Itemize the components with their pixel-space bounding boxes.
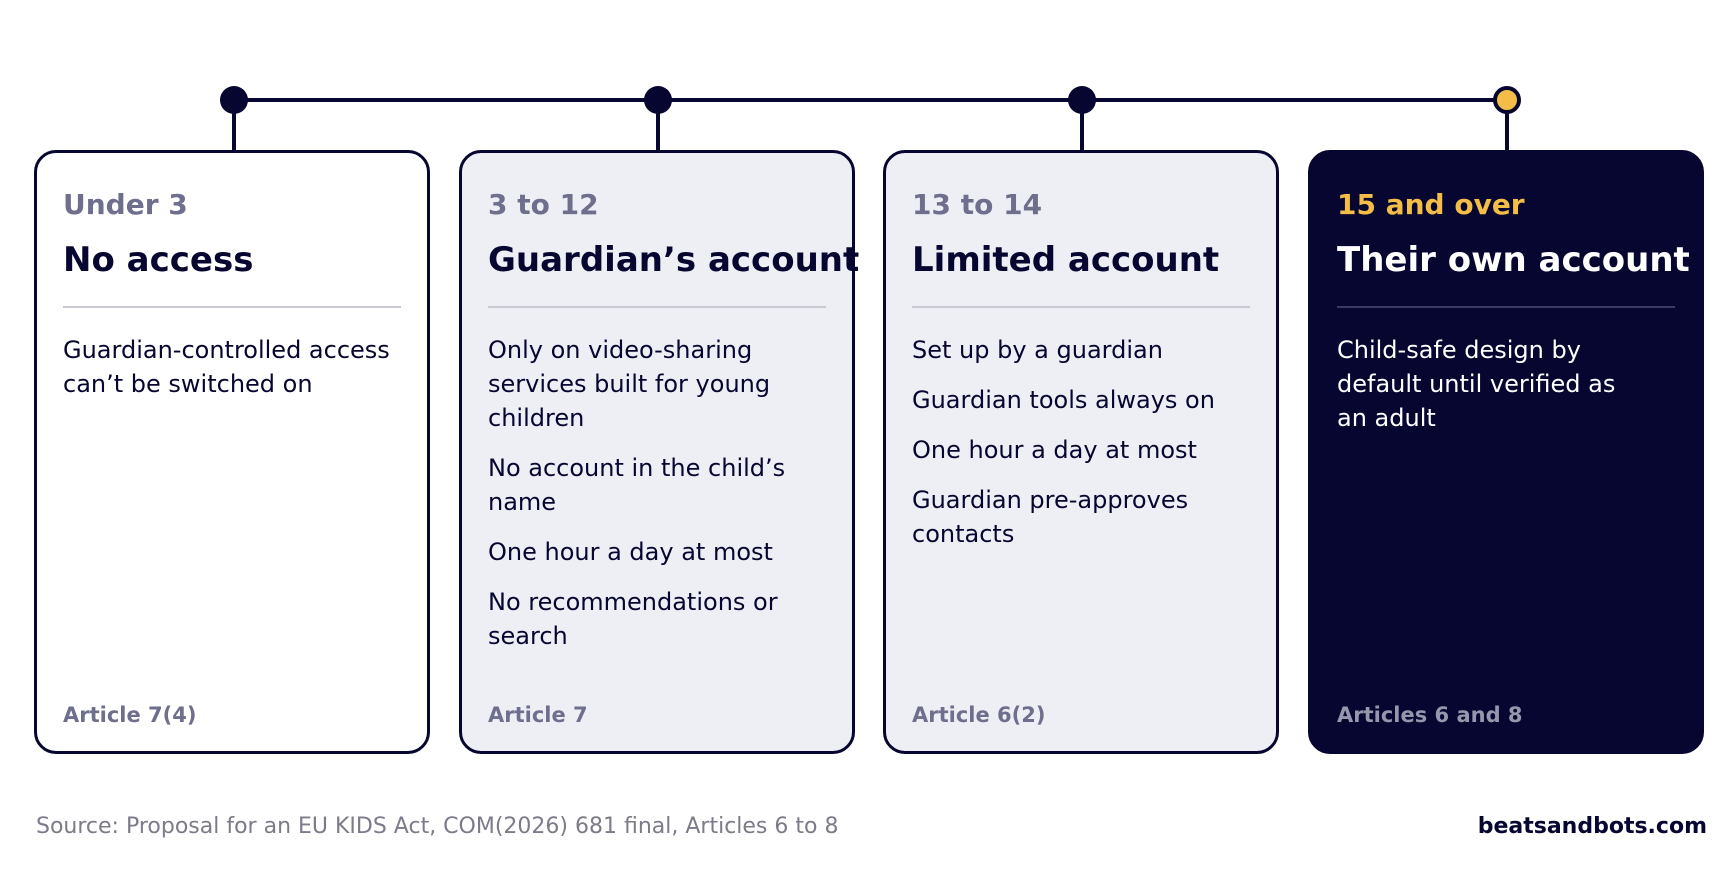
stage-card-13-to-14 — [883, 150, 1279, 754]
stage-rule-item: Guardian-controlled access can’t be switched on — [63, 336, 390, 398]
stage-age: 3 to 12 — [488, 188, 599, 221]
stage-rule-item: Child-safe design by default until verified as an adult — [1337, 336, 1616, 432]
timeline-node-2 — [644, 86, 672, 114]
divider — [488, 306, 826, 308]
timeline-node-1 — [220, 86, 248, 114]
stage-title: Their own account — [1337, 240, 1690, 280]
stage-title: Guardian’s account — [488, 240, 860, 280]
stage-rules-list — [1337, 333, 1675, 435]
stage-article-ref: Articles 6 and 8 — [1337, 703, 1523, 727]
stage-age: Under 3 — [63, 188, 188, 221]
stage-title: No access — [63, 240, 254, 280]
stage-rules-list — [488, 333, 826, 653]
stage-card-3-to-12 — [459, 150, 860, 754]
timeline-node-4-highlight — [1495, 88, 1519, 112]
age-timeline — [0, 0, 1732, 160]
stage-card-15-and-over — [1308, 150, 1704, 754]
stage-rules-list — [63, 333, 401, 401]
stage-age: 15 and over — [1337, 188, 1525, 221]
stage-rule-item: No recommendations or search — [488, 588, 778, 650]
stage-article-ref: Article 7 — [488, 703, 588, 727]
divider — [63, 306, 401, 308]
stage-article-ref: Article 6(2) — [912, 703, 1046, 727]
divider — [912, 306, 1250, 308]
stage-rule-item: Set up by a guardian — [912, 336, 1163, 364]
brand-credit: beatsandbots.com — [1477, 814, 1707, 839]
stage-article-ref: Article 7(4) — [63, 703, 197, 727]
divider — [1337, 306, 1675, 308]
stage-rule-item: One hour a day at most — [488, 538, 773, 566]
stage-rule-item: Guardian pre-approves contacts — [912, 486, 1189, 548]
stage-rule-item: Only on video-sharing services built for young children — [488, 336, 771, 432]
stage-age: 13 to 14 — [912, 188, 1043, 221]
stage-title: Limited account — [912, 240, 1220, 280]
stage-rule-item: Guardian tools always on — [912, 386, 1215, 414]
stage-rule-item: No account in the child’s name — [488, 454, 786, 516]
stage-card-under-3 — [34, 150, 430, 754]
stage-rule-item: One hour a day at most — [912, 436, 1197, 464]
timeline-node-3 — [1068, 86, 1096, 114]
source-note: Source: Proposal for an EU KIDS Act, COM(2026) 681 final, Articles 6 to 8 — [36, 814, 839, 839]
stage-rules-list — [912, 333, 1250, 551]
